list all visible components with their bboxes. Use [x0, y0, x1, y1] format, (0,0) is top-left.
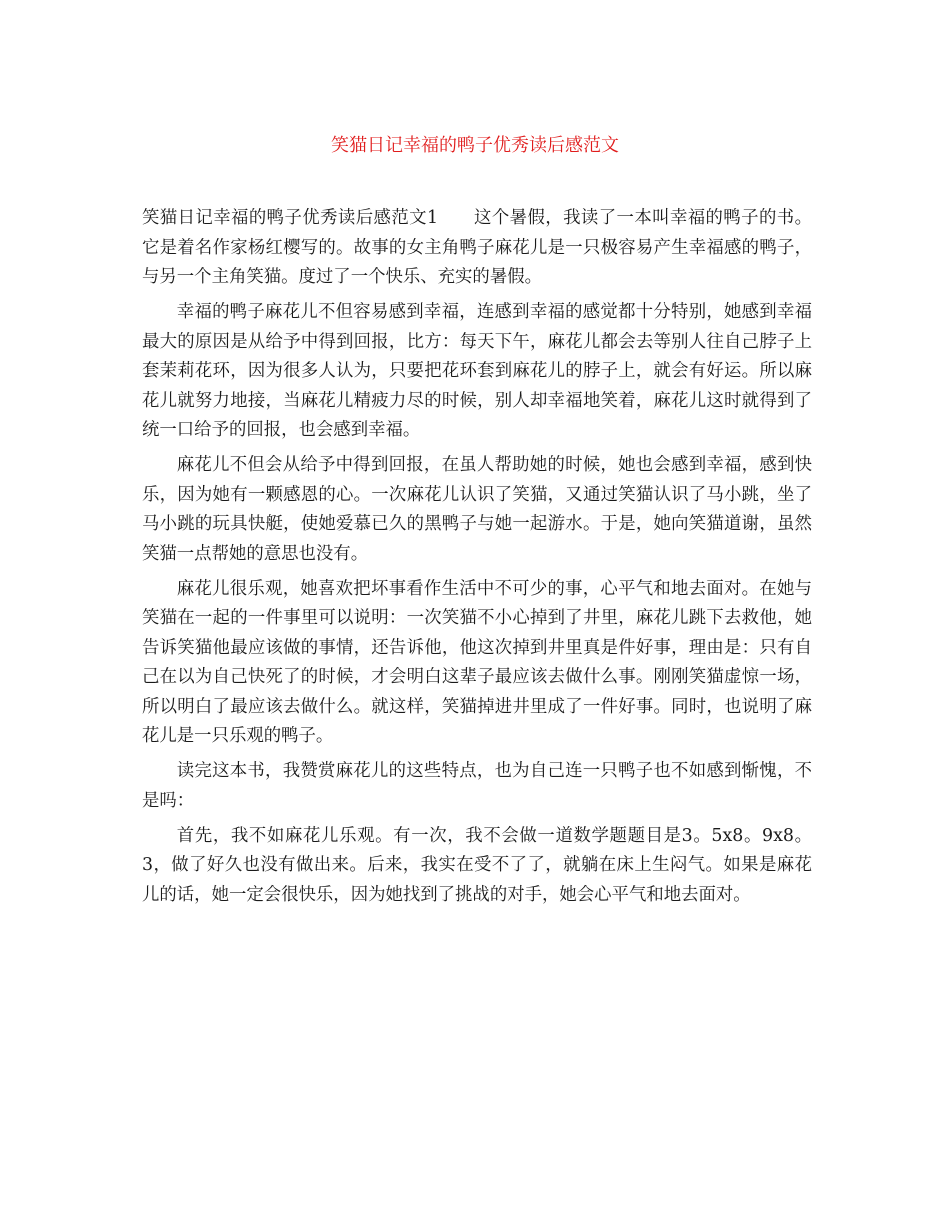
paragraph: 麻花儿不但会从给予中得到回报，在虽人帮助她的时候，她也会感到幸福，感到快乐，因为她有一颗感恩的心。一次麻花儿认识了笑猫，又通过笑猫认识了马小跳，坐了马小跳的玩具快艇，使她爱慕已久的黑鸭子与她一起游水。于是，她向笑猫道谢，虽然笑猫一点帮她的意思也没有。	[142, 455, 812, 564]
paragraph: 首先，我不如麻花儿乐观。有一次，我不会做一道数学题题目是3。5x8。9x8。3，做了好久也没有做出来。后来，我实在受不了了，就躺在床上生闷气。如果是麻花儿的话，她一定会很快乐，因为她找到了挑战的对手，她会心平气和地去面对。	[142, 825, 812, 905]
paragraph: 读完这本书，我赞赏麻花儿的这些特点，也为自己连一只鸭子也不如感到惭愧，不是吗：	[142, 761, 812, 811]
paragraph: 幸福的鸭子麻花儿不但容易感到幸福，连感到幸福的感觉都十分特别，她感到幸福最大的原因是从给予中得到回报，比方：每天下午，麻花儿都会去等别人往自己脖子上套茉莉花环，因为很多人认为，只要把花环套到麻花儿的脖子上，就会有好运。所以麻花儿就努力地接，当麻花儿精疲力尽的时候，别人却幸福地笑着，麻花儿这时就得到了统一口给予的回报，也会感到幸福。	[142, 302, 812, 440]
paragraph-intro: 笑猫日记幸福的鸭子优秀读后感范文1 这个暑假，我读了一本叫幸福的鸭子的书。它是着名作家杨红樱写的。故事的女主角鸭子麻花儿是一只极容易产生幸福感的鸭子，与另一个主角笑猫。度过了一个快乐、充实的暑假。	[142, 208, 812, 287]
paragraph: 麻花儿很乐观，她喜欢把坏事看作生活中不可少的事，心平气和地去面对。在她与笑猫在一起的一件事里可以说明：一次笑猫不小心掉到了井里，麻花儿跳下去救他，她告诉笑猫他最应该做的事情，还告诉他，他这次掉到井里真是件好事，理由是：只有自己在以为自己快死了的时候，才会明白这辈子最应该去做什么事。刚刚笑猫虚惊一场，所以明白了最应该去做什么。就这样，笑猫掉进井里成了一件好事。同时，也说明了麻花儿是一只乐观的鸭子。	[142, 578, 812, 746]
document-title: 笑猫日记幸福的鸭子优秀读后感范文	[331, 135, 619, 156]
document-body	[142, 204, 812, 916]
